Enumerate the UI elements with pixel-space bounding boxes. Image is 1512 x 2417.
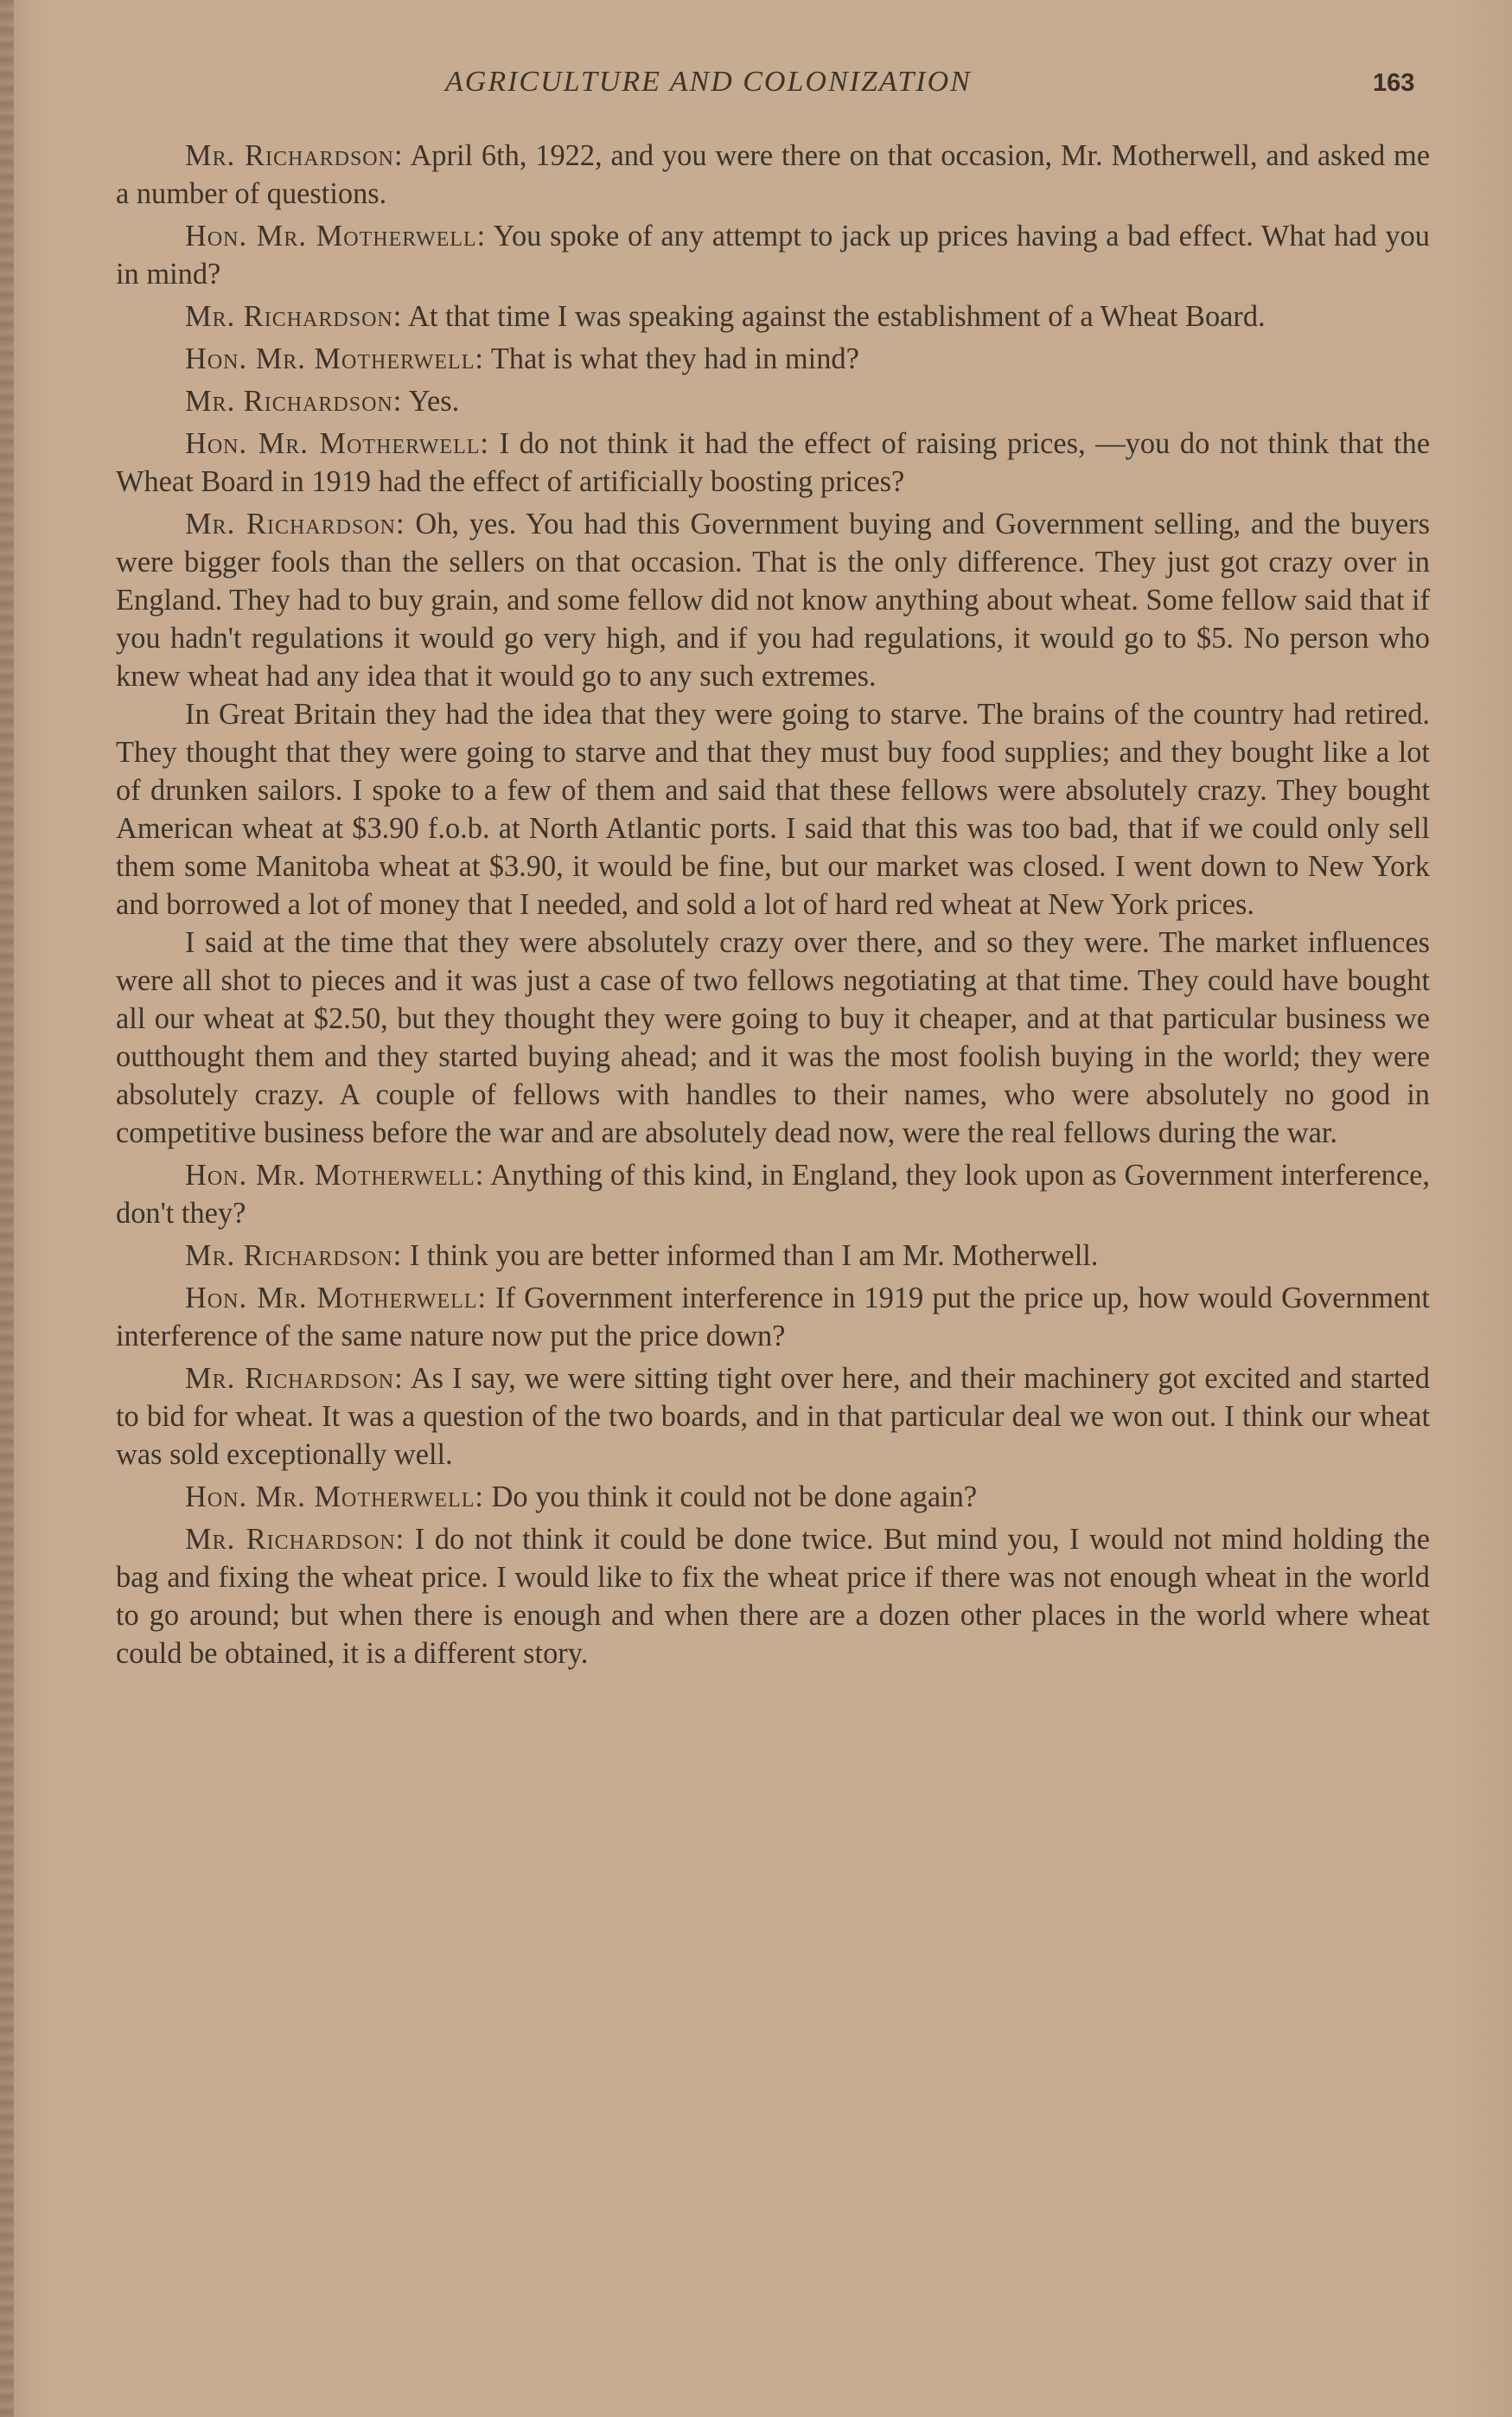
speaker-name: Hon. Mr. Motherwell:: [185, 220, 487, 253]
paragraph: [116, 1237, 1430, 1275]
paragraph: [116, 425, 1430, 501]
speaker-name: Mr. Richardson:: [185, 300, 403, 333]
speech-text: Do you think it could not be done again?: [491, 1480, 978, 1513]
speech-text: I think you are better informed than I am Mr. Motherwell.: [409, 1239, 1099, 1272]
page-header: [121, 66, 1418, 109]
speech-text: I do not think it had the effect of raising prices, —you do not think that the Wheat Board in 1919 had the effect of artificially boosting prices?: [116, 427, 1430, 498]
page-binding-edge: [0, 0, 14, 2417]
paragraph: [116, 505, 1430, 695]
speaker-name: Mr. Richardson:: [185, 139, 404, 172]
speech-text: Oh, yes. You had this Government buying and Government selling, and the buyers were bigger fools than the sellers on that occasion. That is the only difference. They just got crazy over in England. They had to buy grain, and some fellow did not know anything about wheat. Some fellow said that if you hadn't regulations it would go very high, and if you had regulations, it would go to $5. No person who knew wheat had any idea that it would go to any such extremes.: [116, 508, 1430, 693]
speaker-name: Hon. Mr. Motherwell:: [185, 1480, 484, 1513]
transcript-body: [116, 137, 1430, 2247]
speech-text: At that time I was speaking against the establishment of a Wheat Board.: [408, 300, 1266, 333]
paragraph: [116, 217, 1430, 293]
speaker-name: Mr. Richardson:: [185, 1362, 404, 1395]
speech-text: Anything of this kind, in England, they look upon as Government interference, don't they?: [116, 1159, 1431, 1230]
paragraph: [116, 1359, 1430, 1474]
paragraph: [116, 297, 1430, 336]
paragraph: [116, 1156, 1430, 1232]
speaker-name: Mr. Richardson:: [185, 508, 405, 540]
speaker-name: Hon. Mr. Motherwell:: [185, 342, 484, 375]
paragraph: [116, 137, 1430, 213]
paragraph: [116, 340, 1430, 378]
speech-text: I do not think it could be done twice. But mind you, I would not mind holding the bag and fixing the wheat price. I would like to fix the wheat price if there was not enough wheat in the world to go around; but when there is enough and when there are a dozen other places in the world where wheat could be obtained, it is a different story.: [116, 1523, 1430, 1670]
page-number: 163: [1373, 69, 1415, 97]
speech-text: In Great Britain they had the idea that they were going to starve. The brains of the country had retired. They thought that they were going to starve and that they must buy food supplies; and they bought like a lot of drunken sailors. I spoke to a few of them and said that these fellows were absolutely crazy. They bought American wheat at $3.90 f.o.b. at North Atlantic ports. I said that this was too bad, that if we could only sell them some Manitoba wheat at $3.90, it would be fine, but our market was closed. I went down to New York and borrowed a lot of money that I needed, and sold a lot of hard red wheat at New York prices.: [116, 698, 1430, 921]
paragraph: [116, 1478, 1430, 1516]
speaker-name: Mr. Richardson:: [185, 1523, 405, 1556]
speech-text: You spoke of any attempt to jack up prices having a bad effect. What had you in mind?: [116, 220, 1431, 291]
speech-text: Yes.: [408, 385, 460, 418]
running-title: AGRICULTURE AND COLONIZATION: [445, 66, 972, 98]
speaker-name: Mr. Richardson:: [185, 1239, 403, 1272]
speech-text: As I say, we were sitting tight over here, and their machinery got excited and started to bid for wheat. It was a question of the two boards, and in that particular deal we won out. I think our wheat was sold exceptionally well.: [116, 1362, 1430, 1471]
paragraph: [116, 695, 1430, 924]
paragraph: [116, 924, 1430, 1152]
speaker-name: Hon. Mr. Motherwell:: [185, 427, 489, 460]
paragraph: [116, 382, 1430, 420]
speech-text: That is what they had in mind?: [490, 342, 859, 375]
speaker-name: Mr. Richardson:: [185, 385, 403, 418]
speech-text: I said at the time that they were absolutely crazy over there, and so they were. The market influences were all shot to pieces and it was just a case of two fellows negotiating at that time. They could have bought all our wheat at $2.50, but they thought they were going to buy it cheaper, and at that particular business we outthought them and they started buying ahead; and it was the most foolish buying in the world; they were absolutely crazy. A couple of fellows with handles to their names, who were absolutely no good in competitive business before the war and are absolutely dead now, were the real fellows during the war.: [116, 926, 1430, 1149]
speaker-name: Hon. Mr. Motherwell:: [185, 1282, 487, 1314]
paragraph: [116, 1279, 1430, 1355]
speaker-name: Hon. Mr. Motherwell:: [185, 1159, 485, 1192]
speech-text: If Government interference in 1919 put the price up, how would Government interference of the same nature now put the price down?: [116, 1282, 1430, 1352]
paragraph: [116, 1520, 1430, 1672]
speech-text: April 6th, 1922, and you were there on that occasion, Mr. Motherwell, and asked me a number of questions.: [116, 139, 1431, 210]
